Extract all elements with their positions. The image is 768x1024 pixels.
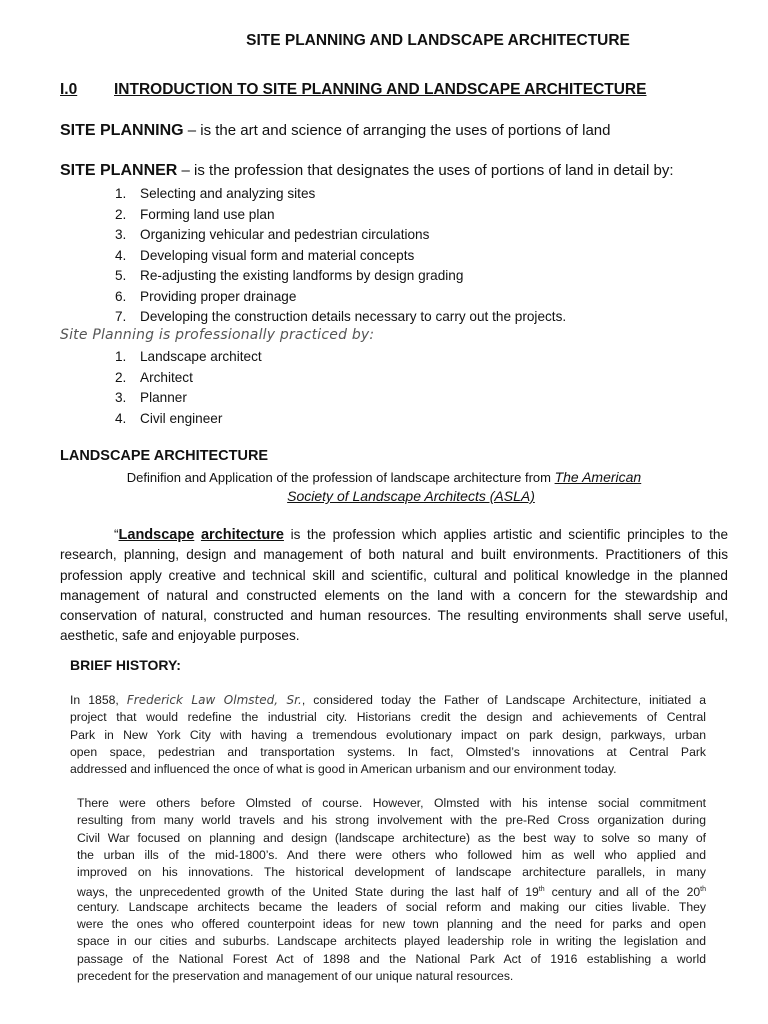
definition-source-line: Definifion and Application of the profession of landscape architecture from The American [126,469,642,485]
term-site-planning: SITE PLANNING [60,122,184,139]
section-title: INTRODUCTION TO SITE PLANNING AND LANDSCAPE ARCHITECTURE [114,81,647,98]
list-item: 6. Providing proper drainage [115,288,297,304]
list-item: 4. Civil engineer [115,410,223,426]
list-item: 7. Developing the construction details necessary to carry out the projects. [115,309,567,324]
list-item: 1. Landscape architect [115,349,262,364]
list-item: 2. Architect [115,369,193,385]
list-item: 3. Organizing vehicular and pedestrian circulations [115,227,430,242]
definition-source-line-2 [0,488,768,504]
site-planning-definition [60,122,611,140]
practiced-by-list [115,347,415,429]
term-site-planner: SITE PLANNER [60,162,178,179]
brief-history-heading: BRIEF HISTORY: [70,657,181,673]
list-item: 2. Forming land use plan [115,206,275,222]
list-item: 4. Developing visual form and material concepts [115,247,415,263]
document-title: SITE PLANNING AND LANDSCAPE ARCHITECTURE [246,32,630,49]
section-number: I.0 [60,81,78,98]
history-paragraph-2: There were others before Olmsted of course. However, Olmsted with his intense social commitment resulting from many world travels and his strong involvement with the pre-Red Cross organization during Civil War focused on planning and design (landscape architecture) as the best way to solve so many of the urban ills of the mid-1800’s. And there were others who followed him as well who applied and improved on his innovations. The historical development of landscape architecture parallels, in many ways, the unprecedented growth of the United State during the last half of 19th century and all of the 20th century. Landscape architects became the leaders of social reform and making our cities livable. They were the ones who offered counterpoint ideas for new town planning and the need for parks and open space in our cities and suburbs. Landscape architects played leadership role in writing the legislation and passage of the National Forest Act of 1898 and the National Park Act of 1916 establishing a world precedent for the preservation and management of our unique natural resources. [77,796,706,983]
site-planning-text: – is the art and science of arranging the uses of portions of land [183,122,611,139]
practiced-by-heading: Site Planning is professionally practiced by: [60,327,375,343]
olmsted-name: Frederick Law Olmsted, Sr. [126,693,302,707]
site-planner-text: – is the profession that designates the uses of portions of land in detail by: [177,162,674,179]
asla-link-continued: Society of Landscape Architects (ASLA) [287,488,535,504]
list-item: 1. Selecting and analyzing sites [115,186,316,201]
site-planner-list [115,184,675,328]
landscape-architecture-heading: LANDSCAPE ARCHITECTURE [60,448,269,464]
history-paragraph-1: In 1858, Frederick Law Olmsted, Sr., considered today the Father of Landscape Architecture, initiated a project that would redefine the industrial city. Historians credit the design and achievements of Central Park in New York City with having a tremendous evolutionary impact on park design, parkways, urban open space, pedestrian and transportation systems. In fact, Olmsted’s innovations at Central Park addressed and influenced the once of what is good in American urbanism and our environment today. [70,693,706,777]
asla-link: The American [554,469,642,485]
landscape-definition-paragraph: “Landscape architecture is the profession which applies artistic and scientific principles to the research, planning, design and management of both natural and built environments. Practitioners of this profession apply creative and technical skill and scientific, cultural and political knowledge in the planned management of natural and constructed elements on the land with a concern for the stewardship and conservation of natural, constructed and human resources. The resulting environments shall serve useful, aesthetic, safe and enjoyable purposes. [60,527,729,644]
site-planner-definition [60,162,674,180]
list-item: 5. Re-adjusting the existing landforms by design grading [115,268,464,283]
list-item: 3. Planner [115,390,187,405]
